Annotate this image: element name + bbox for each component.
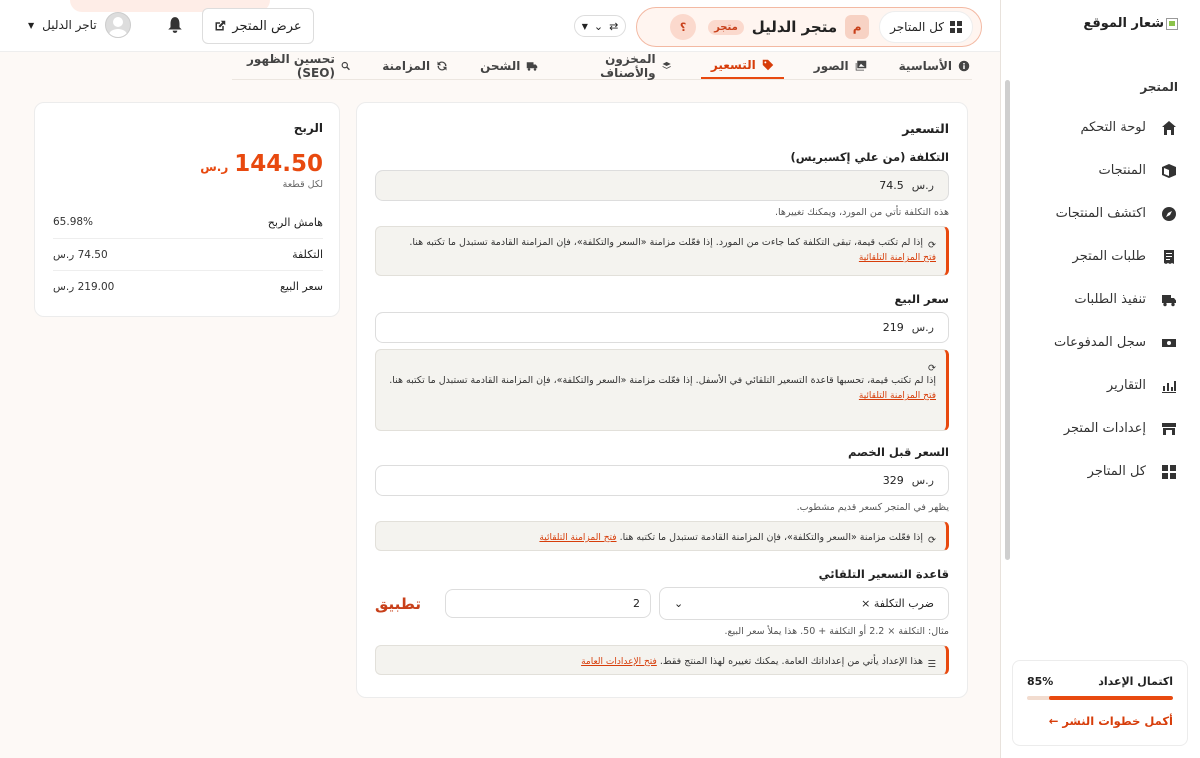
row-label: التكلفة — [292, 248, 323, 261]
tab-seo[interactable] — [232, 52, 352, 79]
layers-icon — [662, 60, 671, 72]
grid-icon — [950, 21, 962, 33]
cost-value: 74.5 — [879, 179, 904, 192]
logo-text: شعار الموقع — [1083, 16, 1164, 31]
profit-amount — [53, 151, 323, 177]
compare-sync-note — [375, 521, 949, 551]
sidebar-nav — [1000, 106, 1200, 493]
row-value: 65.98% — [53, 216, 94, 228]
setup-progress-bar — [1027, 696, 1173, 700]
cost-helper: هذه التكلفة تأتي من المورد، ويمكنك تغييرها. — [775, 207, 949, 218]
auto-pricing-label: قاعدة التسعير التلقائي — [818, 567, 949, 581]
sidebar-item-label: كل المتاجر — [1087, 464, 1146, 479]
row-label: سعر البيع — [280, 280, 323, 293]
sidebar-item-label: اكتشف المنتجات — [1055, 206, 1146, 221]
external-link-icon — [214, 20, 226, 32]
all-stores-button[interactable] — [879, 11, 973, 43]
sync-icon: ⟳ — [928, 534, 936, 546]
tab-images[interactable] — [812, 52, 869, 79]
profit-breakdown — [53, 206, 323, 302]
per-unit-label: لكل قطعة — [282, 179, 323, 190]
store-switch-dropdown[interactable] — [574, 15, 626, 37]
user-menu[interactable] — [28, 12, 131, 38]
currency-label: ر.س — [911, 474, 934, 487]
row-label: هامش الربح — [267, 215, 323, 229]
sync-icon: ⟳ — [928, 239, 936, 251]
setup-progress-fill — [1049, 696, 1173, 700]
open-auto-sync-link[interactable]: فتح المزامنة التلقائية — [858, 253, 936, 263]
currency-label: ر.س — [911, 321, 934, 334]
profit-title: الربح — [293, 121, 323, 135]
sliders-icon: ☰ — [927, 658, 936, 670]
auto-pricing-row — [375, 587, 949, 620]
user-name: تاجر الدليل — [42, 18, 97, 32]
note-text: إذا لم تكتب قيمة، تبقى التكلفة كما جاءت من المورد. إذا فعّلت مزامنة «السعر والتكلفة»، فإن المزامنة القادمة تستبدل ما تكتبه هنا. — [409, 237, 923, 248]
sidebar-item-orders[interactable] — [1000, 235, 1200, 278]
cost-input[interactable] — [375, 170, 949, 201]
open-auto-sync-link[interactable]: فتح المزامنة التلقائية — [858, 391, 936, 401]
tab-pricing[interactable] — [701, 52, 784, 79]
caret-down-icon: ▼ — [28, 20, 35, 30]
sidebar-item-label: التقارير — [1106, 378, 1146, 393]
note-text: إذا فعّلت مزامنة «السعر والتكلفة»، فإن المزامنة القادمة تستبدل ما تكتبه هنا. — [619, 532, 923, 543]
price-value: 219 — [882, 321, 904, 334]
compare-helper: يظهر في المتجر كسعر قديم مشطوب. — [796, 502, 949, 513]
pricing-card — [356, 102, 968, 698]
view-store-button[interactable] — [202, 8, 314, 44]
tab-inventory[interactable] — [568, 52, 673, 79]
profit-row-price — [53, 270, 323, 302]
help-button[interactable]: ؟ — [670, 14, 696, 40]
setup-percent: 85% — [1027, 675, 1054, 688]
store-badge: متجر — [708, 20, 744, 35]
setup-label: اكتمال الإعداد — [1098, 675, 1173, 688]
price-label: سعر البيع — [894, 292, 949, 306]
sidebar-item-label: إعدادات المتجر — [1063, 421, 1146, 436]
tab-shipping[interactable] — [478, 52, 540, 79]
sidebar-item-reports[interactable] — [1000, 364, 1200, 407]
compare-price-input[interactable] — [375, 465, 949, 496]
store-name: متجر الدليل — [751, 18, 838, 36]
multiplier-value: 2 — [633, 597, 641, 610]
chart-icon — [1160, 377, 1178, 395]
row-value: 219.00 ر.س — [53, 280, 115, 293]
tab-label: الشحن — [480, 58, 521, 73]
profit-row-margin — [53, 206, 323, 238]
note-text: هذا الإعداد يأتي من إعداداتك العامة. يمكنك تغييره لهذا المنتج فقط. — [659, 656, 923, 667]
grid-icon — [1160, 463, 1178, 481]
product-tabs — [232, 52, 972, 80]
logo-image-icon — [1166, 18, 1178, 30]
compare-price-value: 329 — [882, 474, 904, 487]
chevron-down-icon: ⌄ — [593, 19, 604, 33]
tab-label: المزامنة — [382, 58, 431, 73]
nav-section-title: المتجر — [1140, 80, 1178, 94]
box-icon — [1160, 162, 1178, 180]
sidebar-item-fulfillment[interactable] — [1000, 278, 1200, 321]
setup-progress-card — [1012, 660, 1188, 746]
tab-sync[interactable] — [380, 52, 450, 79]
currency-label: ر.س — [911, 179, 934, 192]
cost-label: التكلفة (من علي إكسبريس) — [790, 150, 949, 164]
store-icon — [1160, 420, 1178, 438]
site-logo[interactable] — [1083, 16, 1178, 31]
cost-sync-note — [375, 226, 949, 276]
rule-settings-note — [375, 645, 949, 675]
home-icon — [1160, 119, 1178, 137]
profit-row-cost — [53, 238, 323, 270]
info-icon — [958, 60, 970, 72]
store-switcher[interactable] — [636, 7, 982, 47]
tab-label: الصور — [813, 58, 849, 73]
view-store-label: عرض المتجر — [232, 18, 302, 34]
tab-label: الأساسية — [898, 58, 952, 73]
open-auto-sync-link[interactable]: فتح المزامنة التلقائية — [539, 533, 617, 543]
sidebar-item-label: سجل المدفوعات — [1053, 335, 1146, 350]
profit-currency: ر.س — [200, 160, 229, 174]
truck-icon — [526, 60, 538, 72]
pricing-rule-select[interactable] — [659, 587, 949, 620]
pricing-title: التسعير — [902, 121, 949, 136]
note-text: إذا لم تكتب قيمة، تحسبها قاعدة التسعير التلقائي في الأسفل. إذا فعّلت مزامنة «السعر والتكلفة»، فإن المزامنة القادمة تستبدل ما تكتبه هنا. — [389, 375, 936, 386]
profit-value: 144.50 — [234, 151, 323, 177]
images-icon — [855, 60, 867, 72]
tab-basic[interactable] — [897, 52, 972, 79]
bell-icon[interactable] — [166, 16, 184, 34]
compass-icon — [1160, 205, 1178, 223]
all-stores-label: كل المتاجر — [890, 20, 944, 34]
receipt-icon — [1160, 248, 1178, 266]
sidebar-item-discover[interactable] — [1000, 192, 1200, 235]
sidebar-item-all-stores[interactable] — [1000, 450, 1200, 493]
truck-icon — [1160, 291, 1178, 309]
profit-card — [34, 102, 340, 317]
row-value: 74.50 ر.س — [53, 248, 108, 261]
price-input[interactable] — [375, 312, 949, 343]
avatar — [105, 12, 131, 38]
sidebar — [1000, 0, 1200, 758]
tab-label: التسعير — [710, 57, 756, 72]
topbar — [0, 0, 1000, 52]
search-icon — [341, 60, 350, 72]
sidebar-item-label: تنفيذ الطلبات — [1074, 292, 1146, 307]
rule-helper: مثال: التكلفة × 2.2 أو التكلفة + 50. هذا يملأ سعر البيع. — [724, 626, 949, 637]
caret-down-icon: ▼ — [581, 21, 588, 31]
store-avatar: م — [845, 15, 869, 39]
sidebar-item-store-settings[interactable] — [1000, 407, 1200, 450]
compare-price-label: السعر قبل الخصم — [847, 445, 949, 459]
sidebar-item-label: المنتجات — [1098, 163, 1146, 178]
complete-setup-link[interactable]: أكمل خطوات النشر ← — [1048, 714, 1173, 728]
multiplier-input[interactable] — [445, 589, 651, 618]
sidebar-item-label: طلبات المتجر — [1072, 249, 1146, 264]
open-general-settings-link[interactable]: فتح الإعدادات العامة — [581, 657, 657, 667]
sidebar-item-dashboard[interactable] — [1000, 106, 1200, 149]
money-icon — [1160, 334, 1178, 352]
apply-button[interactable]: تطبيق — [375, 594, 422, 613]
tab-label: المخزون والأصناف — [600, 51, 656, 80]
price-sync-note — [375, 349, 949, 431]
tab-label: تحسين الظهور (SEO) — [247, 51, 335, 80]
sidebar-item-label: لوحة التحكم — [1080, 120, 1146, 135]
swap-icon: ⇄ — [609, 19, 619, 33]
sync-icon — [436, 60, 448, 72]
sidebar-item-products[interactable] — [1000, 149, 1200, 192]
chevron-down-icon: ⌄ — [674, 597, 684, 610]
sidebar-item-payments[interactable] — [1000, 321, 1200, 364]
select-value: ضرب التكلفة × — [861, 597, 934, 610]
tag-icon — [762, 59, 774, 71]
sync-icon: ⟳ — [928, 362, 936, 374]
